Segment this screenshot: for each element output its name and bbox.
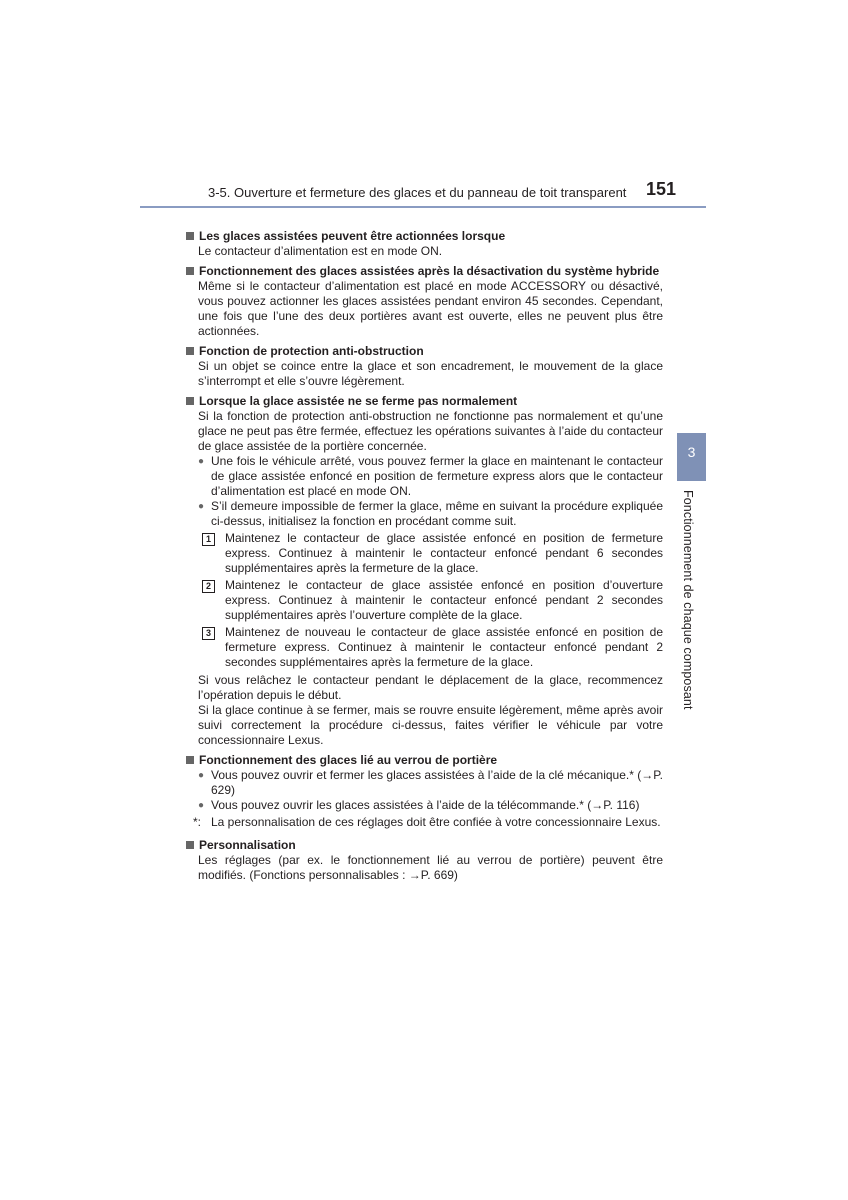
section-window-not-closing: [185, 393, 663, 748]
list-item: [198, 454, 663, 499]
page-header-title: 3-5. Ouverture et fermeture des glaces et du panneau de toit transparent: [208, 185, 627, 200]
footnote: [193, 815, 663, 830]
footnote-text: La personnalisation de ces réglages doit être confiée à votre concessionnaire Lexus.: [211, 815, 661, 829]
list-item-text: S’il demeure impossible de fermer la glace, même en suivant la procédure expliquée ci-dessus, initialisez la fonction en procédant comme suit.: [211, 499, 663, 528]
header-rule: [140, 206, 706, 208]
chapter-title: Fonctionnement de chaque composant: [681, 490, 695, 710]
step-3: [202, 625, 663, 670]
paragraph: Si la glace continue à se fermer, mais se rouvre ensuite légèrement, même après avoir suivi correctement la procédure ci-dessus, faites vérifier le véhicule par votre concessionnaire Lexus.: [198, 703, 663, 747]
section-after-hybrid-off: [185, 263, 663, 339]
list-item: [198, 798, 663, 813]
paragraph: Les réglages (par ex. le fonctionnement lié au verrou de portière) peuvent être modifiés. (Fonctions personnalisables : →P. 669): [198, 853, 663, 882]
section-jam-protection: [185, 343, 663, 389]
list-item-text: Vous pouvez ouvrir et fermer les glaces assistées à l’aide de la clé mécanique.* (→P. 629): [211, 768, 664, 797]
circle-bullet-icon: ●: [198, 770, 205, 781]
circle-bullet-icon: ●: [198, 800, 205, 811]
square-bullet-icon: [186, 397, 194, 405]
paragraph: Si un objet se coince entre la glace et son encadrement, le mouvement de la glace s’interrompt et elle s’ouvre légèrement.: [198, 359, 663, 388]
step-2: [202, 578, 663, 623]
heading-text: Fonctionnement des glaces assistées après la désactivation du système hybride: [199, 263, 660, 278]
chapter-number: 3: [687, 444, 696, 460]
paragraph: Le contacteur d’alimentation est en mode ON.: [198, 244, 443, 258]
square-bullet-icon: [186, 267, 194, 275]
chapter-tab: [677, 433, 706, 481]
step-1: [202, 531, 663, 576]
paragraph: Si la fonction de protection anti-obstruction ne fonctionne pas normalement et qu’une glace ne peut pas être fermée, effectuez les opérations suivantes à l’aide du contacteur de glace assistée de la portière concernée.: [198, 409, 663, 453]
chapter-side-label: [681, 490, 701, 720]
section-heading: [185, 263, 663, 279]
section-heading: [185, 343, 663, 359]
heading-text: Fonctionnement des glaces lié au verrou de portière: [199, 752, 498, 767]
step-number: 1: [202, 533, 215, 546]
section-heading: [185, 837, 663, 853]
circle-bullet-icon: ●: [198, 501, 205, 512]
footnote-mark: *:: [193, 815, 202, 829]
step-text: Maintenez le contacteur de glace assistée enfoncé en position de fermeture express. Continuez à maintenir le contacteur enfoncé pendant 6 secondes supplémentaires après la fermeture de la glace.: [225, 531, 663, 575]
step-number: 2: [202, 580, 215, 593]
square-bullet-icon: [186, 347, 194, 355]
square-bullet-icon: [186, 232, 194, 240]
page-number: 151: [646, 179, 677, 199]
list-item-text: Une fois le véhicule arrêté, vous pouvez fermer la glace en maintenant le contacteur de glace assistée enfoncé en position de fermeture express alors que le contacteur d’alimentation est placé en mode ON.: [211, 454, 663, 498]
page-content: [185, 228, 663, 887]
step-text: Maintenez de nouveau le contacteur de glace assistée enfoncé en position de fermeture express. Continuez à maintenir le contacteur enfoncé pendant 2 secondes supplémentaires après la fermeture de la glace.: [225, 625, 663, 669]
heading-text: Personnalisation: [199, 837, 296, 852]
section-heading: [185, 752, 663, 768]
paragraph: Même si le contacteur d’alimentation est placé en mode ACCESSORY ou désactivé, vous pouvez actionner les glaces assistées pendant environ 45 secondes. Cependant, une fois que l’une des deux portières avant est ouverte, elles ne peuvent plus être actionnées.: [198, 279, 663, 338]
paragraph: Si vous relâchez le contacteur pendant le déplacement de la glace, recommencez l’opération depuis le début.: [198, 673, 663, 702]
step-number: 3: [202, 627, 215, 640]
square-bullet-icon: [186, 756, 194, 764]
list-item: [198, 768, 663, 798]
list-item-text: Vous pouvez ouvrir les glaces assistées à l’aide de la télécommande.* (→P. 116): [211, 798, 640, 812]
section-door-lock-linked: [185, 752, 663, 830]
circle-bullet-icon: ●: [198, 456, 205, 467]
section-operation-conditions: [185, 228, 663, 259]
heading-text: Les glaces assistées peuvent être actionnées lorsque: [199, 228, 506, 243]
heading-text: Lorsque la glace assistée ne se ferme pas normalement: [199, 393, 518, 408]
list-item: [198, 499, 663, 529]
section-heading: [185, 228, 663, 244]
square-bullet-icon: [186, 841, 194, 849]
section-customization: [185, 837, 663, 883]
section-heading: [185, 393, 663, 409]
heading-text: Fonction de protection anti-obstruction: [199, 343, 424, 358]
step-text: Maintenez le contacteur de glace assistée enfoncé en position d’ouverture express. Continuez à maintenir le contacteur enfoncé pendant 2 secondes supplémentaires après l’ouverture complète de la glace.: [225, 578, 663, 622]
